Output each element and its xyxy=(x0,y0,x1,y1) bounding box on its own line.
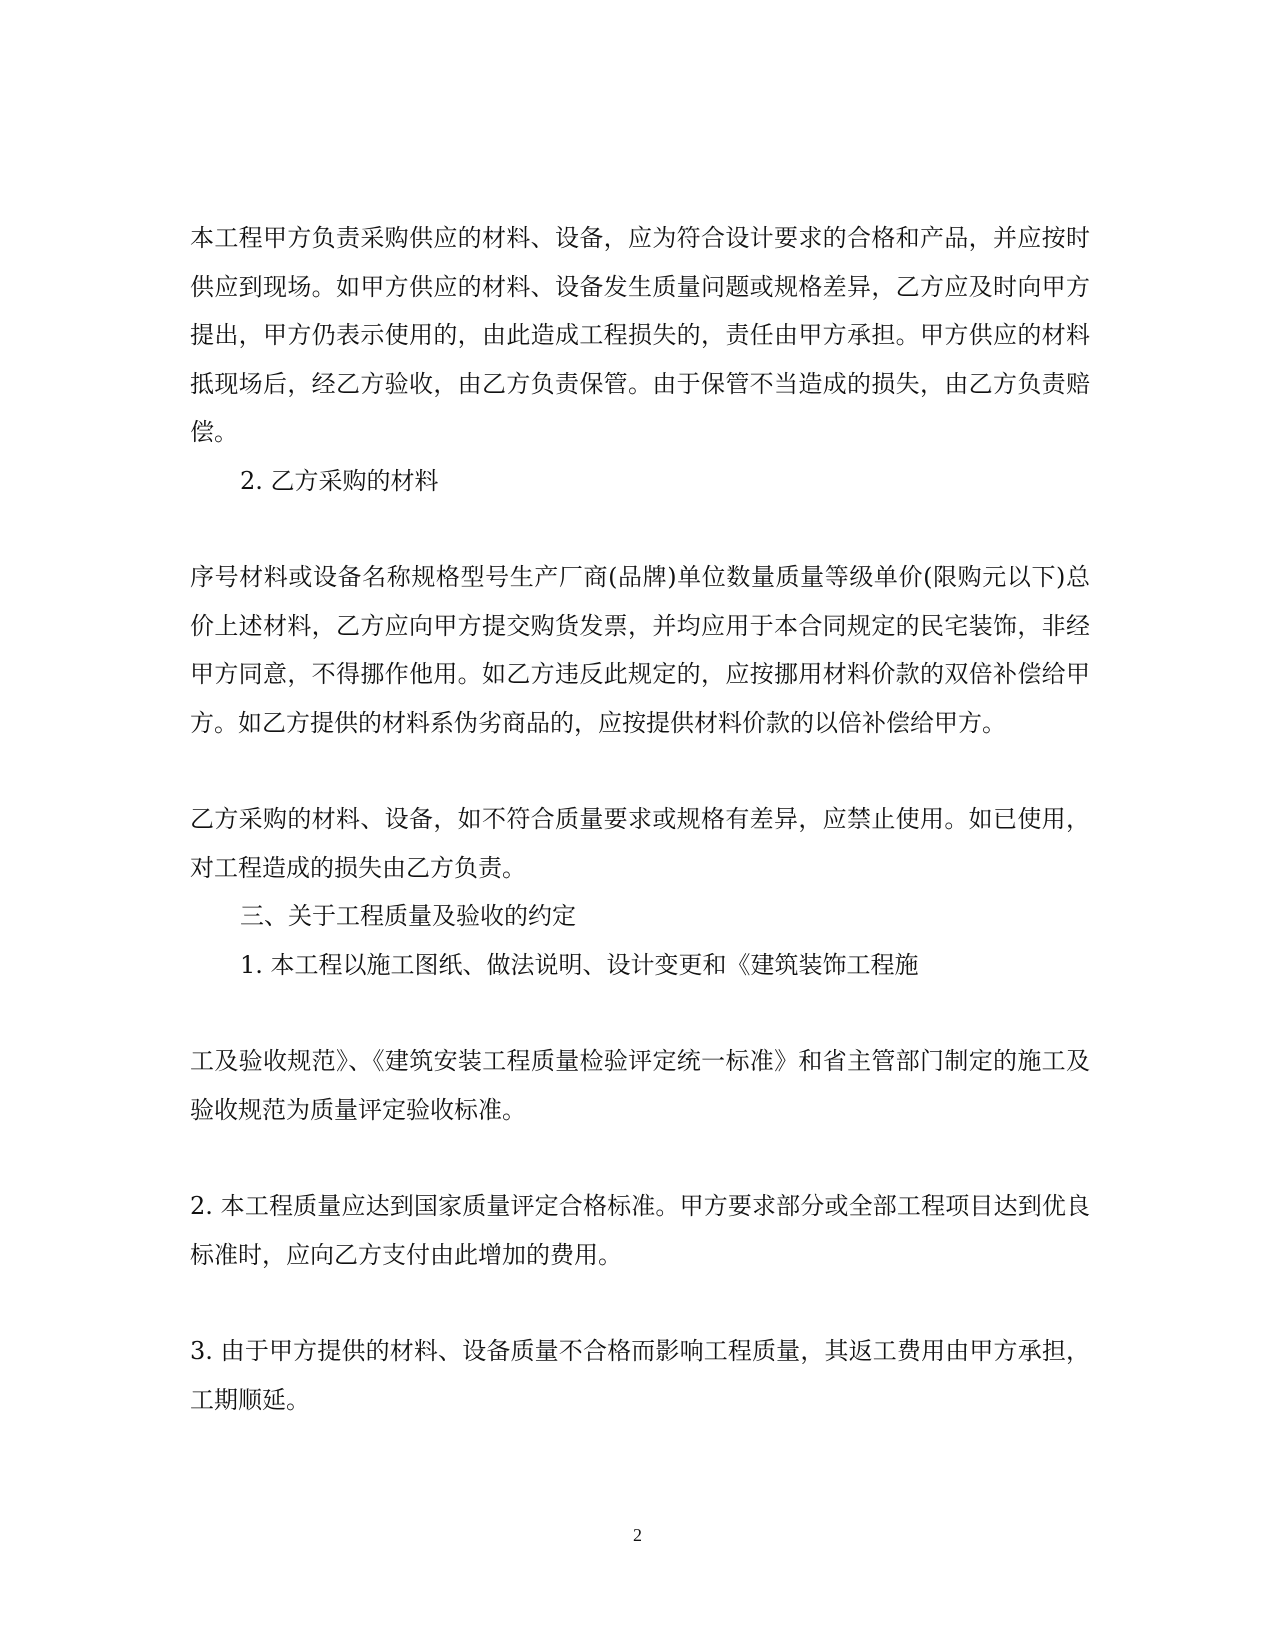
clause-1-start: 1. 本工程以施工图纸、做法说明、设计变更和《建筑装饰工程施 xyxy=(240,950,919,979)
page-number: 2 xyxy=(633,1525,642,1545)
clause-1-continued: 工及验收规范》、《建筑安装工程质量检验评定统一标准》和省主管部门制定的施工及验收规范为质量评定验收标准。 xyxy=(190,1047,1090,1124)
clause-3: 3. 由于甲方提供的材料、设备质量不合格而影响工程质量，其返工费用由甲方承担，工期顺延。 xyxy=(190,1337,1090,1414)
spacer xyxy=(190,989,1090,1037)
spacer xyxy=(190,505,1090,553)
paragraph-materials-list: 序号材料或设备名称规格型号生产厂商(品牌)单位数量质量等级单价(限购元以下)总价上述材料，乙方应向甲方提交购货发票，并均应用于本合同规定的民宅装饰，非经甲方同意，不得挪作他用。如乙方违反此规定的，应按挪用材料价款的双倍补偿给甲方。如乙方提供的材料系伪劣商品的，应按提供材料价款的以倍补偿给甲方。 xyxy=(190,563,1090,737)
spacer xyxy=(190,1134,1090,1182)
spacer xyxy=(190,1279,1090,1327)
document-body xyxy=(190,214,1090,1424)
section-heading-quality: 三、关于工程质量及验收的约定 xyxy=(240,902,576,930)
spacer xyxy=(190,747,1090,795)
paragraph-supply-materials: 本工程甲方负责采购供应的材料、设备，应为符合设计要求的合格和产品，并应按时供应到现场。如甲方供应的材料、设备发生质量问题或规格差异，乙方应及时向甲方提出，甲方仍表示使用的，由此造成工程损失的，责任由甲方承担。甲方供应的材料抵现场后，经乙方验收，由乙方负责保管。由于保管不当造成的损失，由乙方负责赔偿。 xyxy=(190,224,1090,446)
section-heading-party-b-materials: 2. 乙方采购的材料 xyxy=(240,466,439,495)
clause-2: 2. 本工程质量应达到国家质量评定合格标准。甲方要求部分或全部工程项目达到优良标准时，应向乙方支付由此增加的费用。 xyxy=(190,1192,1090,1269)
paragraph-substandard-materials: 乙方采购的材料、设备，如不符合质量要求或规格有差异，应禁止使用。如已使用，对工程造成的损失由乙方负责。 xyxy=(190,805,1090,882)
